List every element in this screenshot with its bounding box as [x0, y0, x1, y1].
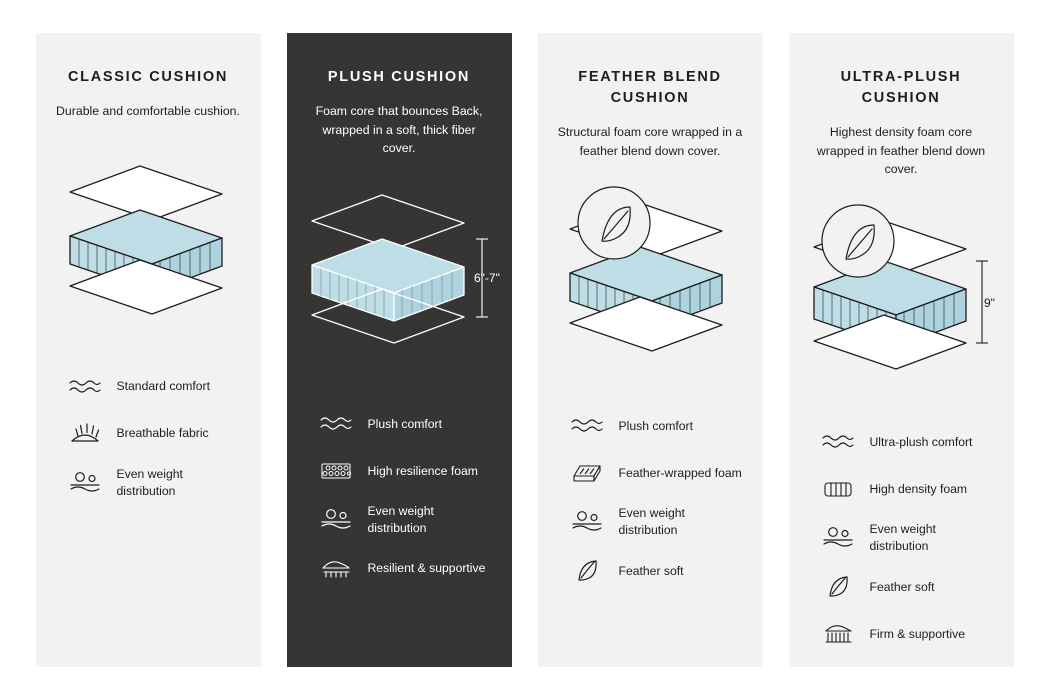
firm-support-icon [819, 619, 857, 649]
feature-list [556, 411, 745, 586]
card-plush-cushion [287, 33, 512, 667]
feature-item [819, 619, 996, 649]
card-description: Highest density foam core wrapped in feather blend down cover. [816, 125, 986, 177]
feature-item [819, 572, 996, 602]
cushion-diagram-feather-blend [556, 176, 745, 391]
feature-item [66, 466, 243, 500]
even-weight-distribution-icon [819, 523, 857, 553]
card-title: ULTRA-PLUSH CUSHION [840, 69, 962, 107]
height-label: 9" [983, 295, 995, 310]
feature-list [807, 427, 996, 649]
feature-list [54, 372, 243, 500]
honeycomb-foam-icon [317, 456, 355, 486]
feature-item [317, 503, 494, 537]
card-title: CLASSIC CUSHION [67, 69, 229, 85]
feature-item [568, 411, 745, 441]
card-ultra-plush-cushion [789, 33, 1014, 667]
feature-item [568, 505, 745, 539]
card-classic-cushion [36, 33, 261, 667]
cushion-diagram-ultra-plush [807, 195, 996, 407]
feature-item [568, 458, 745, 488]
feature-label: Even weight distribution [869, 522, 936, 554]
feature-item [819, 521, 996, 555]
feature-label: High resilience foam [367, 463, 478, 478]
feature-label: Ultra-plush comfort [869, 434, 973, 449]
feature-label: Feather soft [618, 563, 684, 578]
card-title: FEATHER BLEND CUSHION [578, 69, 722, 107]
wave-lines-icon [819, 427, 857, 457]
breathable-fabric-icon [66, 419, 104, 449]
feature-label: Plush comfort [618, 418, 694, 433]
feature-label: Plush comfort [367, 416, 443, 431]
feature-item [66, 372, 243, 402]
cushion-diagram-classic [54, 137, 243, 352]
feather-wrapped-foam-icon [568, 458, 606, 488]
card-description: Structural foam core wrapped in a feather blend down cover. [557, 125, 743, 158]
feature-item [66, 419, 243, 449]
wave-lines-icon [568, 411, 606, 441]
feature-item [568, 556, 745, 586]
feature-label: Even weight distribution [116, 466, 183, 498]
feature-label: High density foam [869, 481, 968, 496]
feature-item [317, 409, 494, 439]
feature-label: Breathable fabric [116, 426, 209, 441]
height-label: 6"-7" [473, 270, 500, 285]
feature-label: Even weight distribution [367, 504, 434, 535]
card-title: PLUSH CUSHION [327, 69, 471, 85]
feature-item [317, 554, 494, 584]
leaf-icon [568, 556, 606, 586]
feature-item [819, 427, 996, 457]
even-weight-distribution-icon [568, 507, 606, 537]
feature-label: Standard comfort [116, 379, 210, 394]
cushion-diagram-plush [305, 174, 500, 389]
resilient-support-icon [317, 554, 355, 584]
leaf-icon [819, 572, 857, 602]
feature-label: Resilient & supportive [367, 561, 486, 576]
feature-label: Firm & supportive [869, 626, 965, 641]
even-weight-distribution-icon [317, 505, 355, 535]
even-weight-distribution-icon [66, 468, 104, 498]
leaf-badge-circle [822, 205, 894, 277]
wave-lines-icon [317, 409, 355, 439]
card-description: Durable and comfortable cushion. [56, 104, 240, 119]
feature-item [317, 456, 494, 486]
feature-list [305, 409, 494, 584]
wave-lines-icon [66, 372, 104, 402]
card-feather-blend-cushion [538, 33, 763, 667]
high-density-foam-icon [819, 474, 857, 504]
leaf-badge-circle [578, 187, 650, 259]
feature-item [819, 474, 996, 504]
card-description: Foam core that bounces Back, wrapped in a soft, thick fiber cover. [315, 104, 483, 156]
feature-label: Feather-wrapped foam [618, 465, 742, 480]
feature-label: Feather soft [869, 579, 935, 594]
feature-label: Even weight distribution [618, 506, 685, 538]
